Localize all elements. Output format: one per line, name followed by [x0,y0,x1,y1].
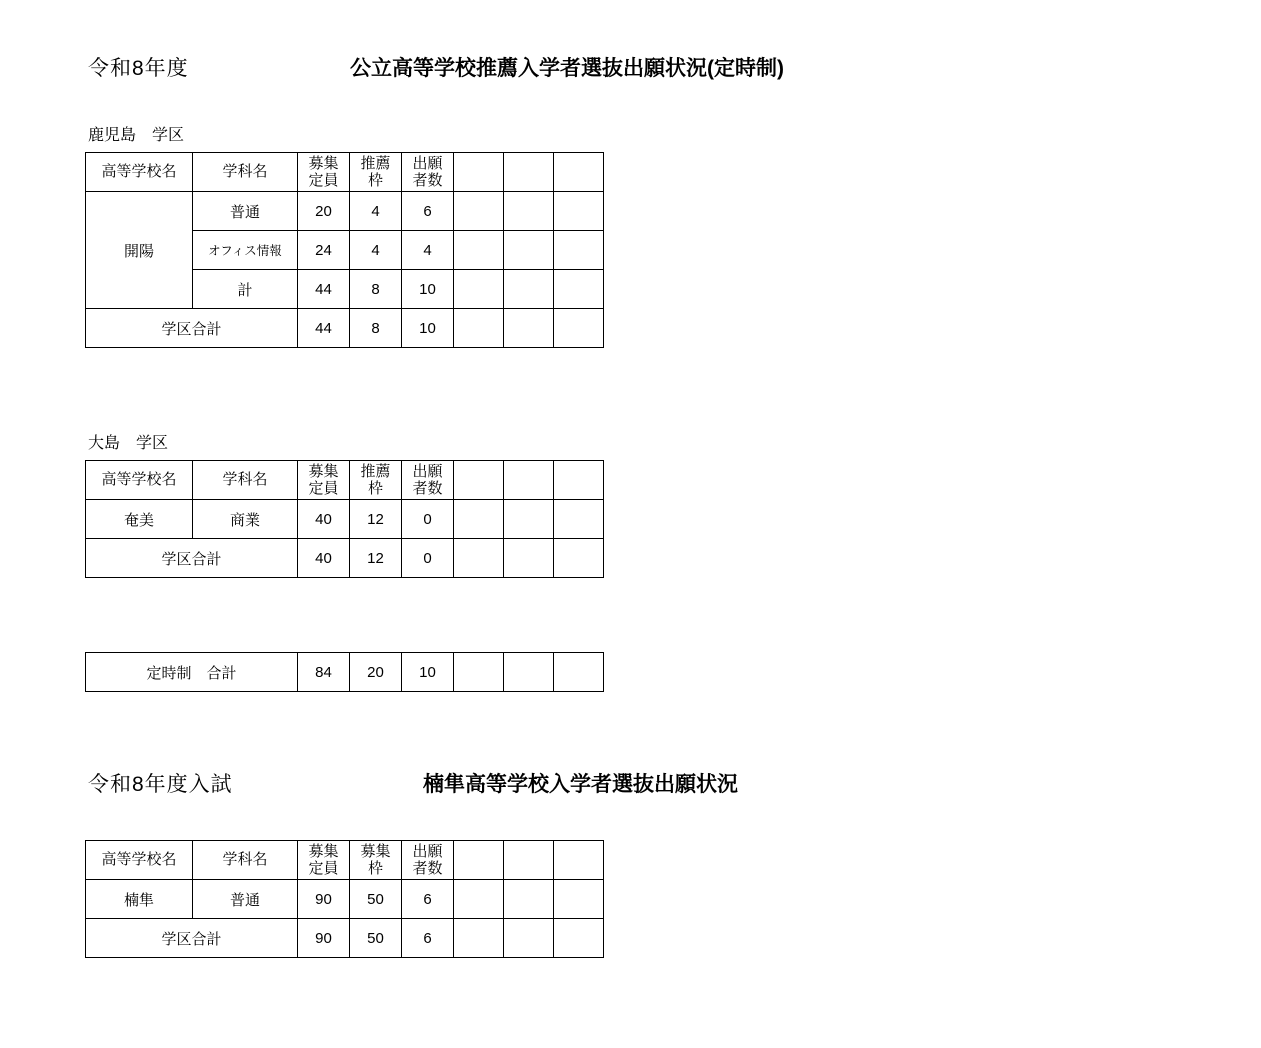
cell-capacity: 90 [298,880,350,919]
cell-total-label: 学区合計 [86,539,298,578]
table-header-row [86,153,604,192]
column-header-blank-2 [504,153,554,192]
era-label-2: 令和8年度入試 [88,773,233,796]
column-header-blank-3 [554,841,604,880]
cell-blank-1 [454,539,504,578]
document-header-kusuhaya [88,768,738,798]
cell-total-applicants: 10 [402,309,454,348]
cell-blank-3 [554,880,604,919]
column-header-applicants: 出願 者数 [402,841,454,880]
table-oshima-district [85,460,604,578]
table-header-row [86,841,604,880]
column-header-recommend: 推薦 枠 [350,461,402,500]
cell-recommend: 4 [350,192,402,231]
table-row [86,192,604,231]
column-header-applicants: 出願 者数 [402,461,454,500]
cell-blank-3 [554,500,604,539]
column-header-school: 高等学校名 [86,461,193,500]
cell-grand-total-capacity: 84 [298,653,350,692]
cell-total-label: 学区合計 [86,919,298,958]
column-header-school: 高等学校名 [86,153,193,192]
cell-blank-2 [504,270,554,309]
cell-total-recommend: 12 [350,539,402,578]
column-header-blank-3 [554,153,604,192]
cell-capacity: 20 [298,192,350,231]
cell-blank-2 [504,192,554,231]
cell-course-name: 普通 [193,192,298,231]
column-header-capacity: 募集 定員 [298,841,350,880]
column-header-course: 学科名 [193,841,298,880]
column-header-capacity: 募集 定員 [298,461,350,500]
cell-total-applicants: 6 [402,919,454,958]
cell-blank-1 [454,880,504,919]
cell-applicants: 10 [402,270,454,309]
cell-blank-3 [554,309,604,348]
district-label-kagoshima: 鹿児島 学区 [88,127,185,144]
table-row [86,500,604,539]
table-row [86,880,604,919]
table-grand-total [85,652,604,692]
cell-total-applicants: 0 [402,539,454,578]
cell-course-name: オフィス情報 [193,231,298,270]
table-total-row [86,653,604,692]
cell-school-name: 奄美 [86,500,193,539]
column-header-blank-1 [454,841,504,880]
cell-total-capacity: 44 [298,309,350,348]
cell-school-name: 楠隼 [86,880,193,919]
cell-blank-2 [504,309,554,348]
cell-total-capacity: 90 [298,919,350,958]
column-header-blank-1 [454,461,504,500]
cell-blank-1 [454,500,504,539]
column-header-course: 学科名 [193,153,298,192]
cell-bosyu: 50 [350,880,402,919]
cell-course-name: 計 [193,270,298,309]
column-header-capacity: 募集 定員 [298,153,350,192]
column-header-bosyu: 募集 枠 [350,841,402,880]
column-header-course: 学科名 [193,461,298,500]
cell-total-label: 学区合計 [86,309,298,348]
cell-blank-3 [554,192,604,231]
cell-blank-3 [554,270,604,309]
cell-blank-2 [504,880,554,919]
cell-blank-3 [554,539,604,578]
table-total-row [86,919,604,958]
cell-blank-1 [454,192,504,231]
column-header-applicants: 出願 者数 [402,153,454,192]
cell-blank-1 [454,270,504,309]
cell-total-capacity: 40 [298,539,350,578]
cell-recommend: 4 [350,231,402,270]
cell-recommend: 8 [350,270,402,309]
table-kagoshima-district [85,152,604,348]
cell-course-name: 普通 [193,880,298,919]
column-header-recommend: 推薦 枠 [350,153,402,192]
cell-blank-1 [454,919,504,958]
column-header-school: 高等学校名 [86,841,193,880]
cell-blank-3 [554,919,604,958]
cell-capacity: 24 [298,231,350,270]
cell-blank-2 [504,653,554,692]
cell-total-bosyu: 50 [350,919,402,958]
table-total-row [86,539,604,578]
district-label-oshima: 大島 学区 [88,435,169,452]
cell-grand-total-applicants: 10 [402,653,454,692]
cell-applicants: 6 [402,192,454,231]
document-header-recommendation [88,52,784,82]
cell-blank-3 [554,231,604,270]
cell-applicants: 6 [402,880,454,919]
cell-applicants: 4 [402,231,454,270]
cell-school-name: 開陽 [86,192,193,309]
cell-grand-total-label: 定時制 合計 [86,653,298,692]
table-header-row [86,461,604,500]
page-title-1: 公立高等学校推薦入学者選抜出願状況(定時制) [350,57,784,80]
cell-blank-1 [454,653,504,692]
column-header-blank-1 [454,153,504,192]
cell-capacity: 40 [298,500,350,539]
page-title-2: 楠隼高等学校入学者選抜出願状況 [423,773,738,796]
table-kusuhaya [85,840,604,958]
cell-total-recommend: 8 [350,309,402,348]
cell-blank-2 [504,539,554,578]
cell-course-name: 商業 [193,500,298,539]
cell-blank-2 [504,919,554,958]
era-label-1: 令和8年度 [88,57,189,80]
cell-grand-total-recommend: 20 [350,653,402,692]
cell-blank-2 [504,231,554,270]
cell-blank-3 [554,653,604,692]
column-header-blank-3 [554,461,604,500]
column-header-blank-2 [504,461,554,500]
table-total-row [86,309,604,348]
column-header-blank-2 [504,841,554,880]
cell-capacity: 44 [298,270,350,309]
cell-blank-1 [454,231,504,270]
cell-blank-2 [504,500,554,539]
cell-recommend: 12 [350,500,402,539]
cell-applicants: 0 [402,500,454,539]
cell-blank-1 [454,309,504,348]
